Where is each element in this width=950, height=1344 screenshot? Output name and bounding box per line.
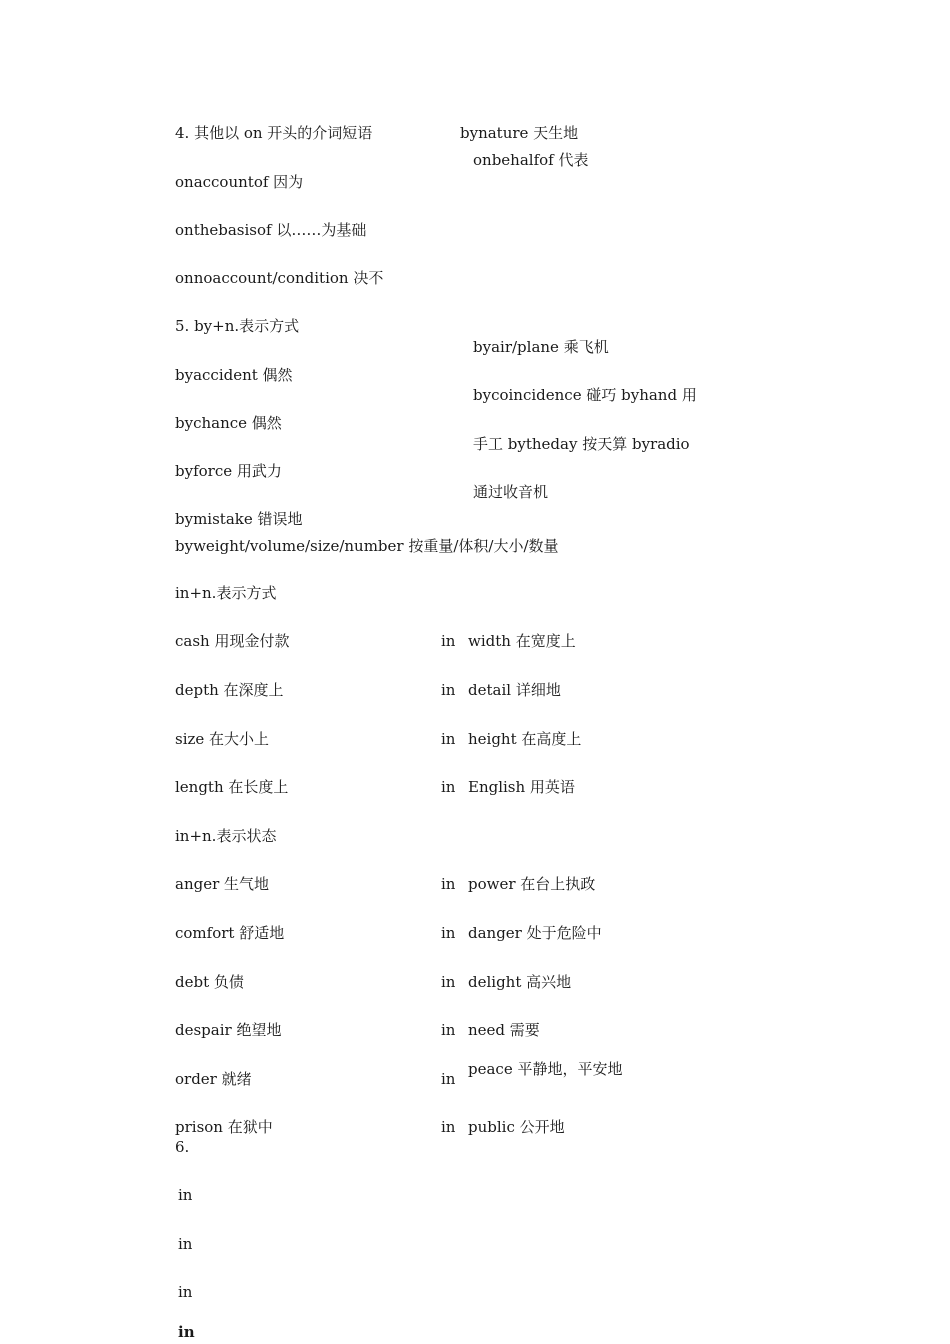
phrase-right-line: 通过收音机 (473, 483, 549, 501)
in-manner-left-item: depth 在深度上 (175, 681, 284, 699)
in-state-right-item: peace 平静地，平安地 (468, 1060, 623, 1078)
in-prefix: in (441, 730, 456, 748)
in-state-left-item: despair 绝望地 (175, 1021, 282, 1039)
in-state-right-item: need 需要 (468, 1021, 540, 1039)
in-manner-right-item: width 在宽度上 (468, 632, 576, 650)
in-prefix: in (441, 681, 456, 699)
in-state-left-item: order 就绪 (175, 1070, 252, 1088)
in-prefix: in (441, 875, 456, 893)
in-prefix: in (441, 1118, 456, 1136)
in-prefix: in (441, 1070, 456, 1088)
phrase-item: onnoaccount/condition 决不 (175, 269, 384, 287)
section6-in: in (178, 1283, 193, 1301)
in-state-heading: in+n.表示状态 (175, 827, 277, 845)
phrase-bynature: bynature 天生地 (460, 124, 579, 142)
phrase-right-line: bycoincidence 碰巧 byhand 用 (473, 386, 697, 404)
section6-in: in (178, 1186, 193, 1204)
phrase-right-line: 手工 bytheday 按天算 byradio (473, 435, 690, 453)
in-state-right-item: public 公开地 (468, 1118, 565, 1136)
in-manner-right-item: English 用英语 (468, 778, 575, 796)
in-manner-right-item: height 在高度上 (468, 730, 582, 748)
in-manner-left-item: size 在大小上 (175, 730, 270, 748)
phrase-item: onthebasisof 以……为基础 (175, 221, 367, 239)
in-state-right-item: power 在台上执政 (468, 875, 596, 893)
phrase-item: bychance 偶然 (175, 414, 282, 432)
phrase-weight-line: byweight/volume/size/number 按重量/体积/大小/数量 (175, 537, 559, 555)
in-manner-right-item: detail 详细地 (468, 681, 561, 699)
section5-heading: 5. by+n.表示方式 (175, 317, 300, 335)
section6-number: 6. (175, 1138, 190, 1156)
section4-heading: 4. 其他以 on 开头的介词短语 (175, 124, 373, 142)
section6-in: in (178, 1323, 195, 1341)
in-state-left-item: debt 负债 (175, 973, 244, 991)
in-state-right-item: delight 高兴地 (468, 973, 572, 991)
phrase-right-line: byair/plane 乘飞机 (473, 338, 609, 356)
in-state-left-item: anger 生气地 (175, 875, 270, 893)
in-prefix: in (441, 973, 456, 991)
in-prefix: in (441, 924, 456, 942)
in-prefix: in (441, 632, 456, 650)
in-manner-left-item: cash 用现金付款 (175, 632, 290, 650)
phrase-item: byaccident 偶然 (175, 366, 293, 384)
in-prefix: in (441, 1021, 456, 1039)
in-manner-heading: in+n.表示方式 (175, 584, 277, 602)
phrase-item: byforce 用武力 (175, 462, 282, 480)
in-state-left-item: prison 在狱中 (175, 1118, 273, 1136)
phrase-onbehalfof: onbehalfof 代表 (473, 151, 589, 169)
phrase-item: onaccountof 因为 (175, 173, 304, 191)
section6-in: in (178, 1235, 193, 1253)
phrase-item: bymistake 错误地 (175, 510, 303, 528)
in-prefix: in (441, 778, 456, 796)
in-manner-left-item: length 在长度上 (175, 778, 289, 796)
in-state-right-item: danger 处于危险中 (468, 924, 602, 942)
in-state-left-item: comfort 舒适地 (175, 924, 285, 942)
